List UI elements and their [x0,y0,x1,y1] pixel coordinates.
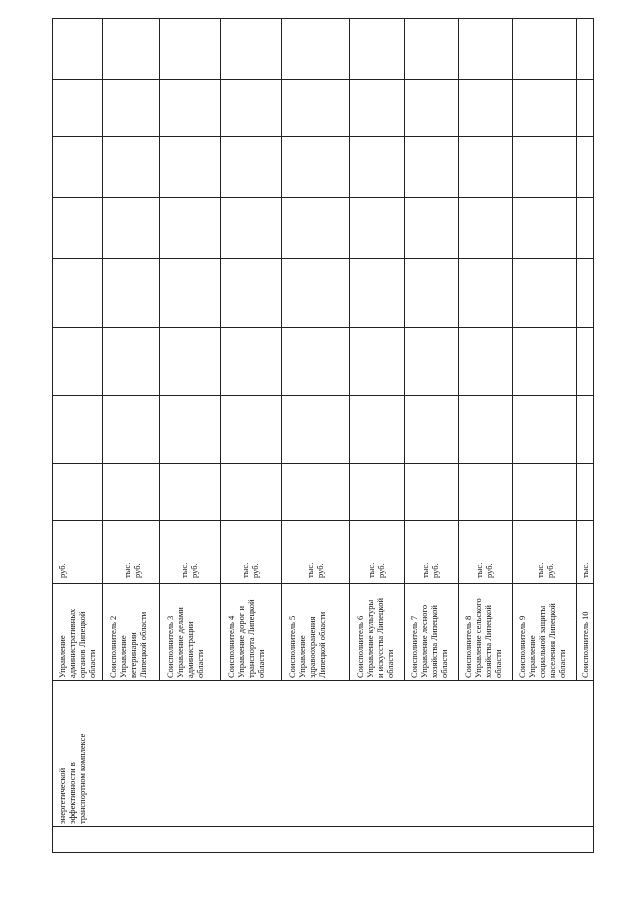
executor-name: Соисполнитель 3 Управление делами администрации области [165,607,205,678]
executor-name: Соисполнитель 6 Управление культуры и искусства Липецкой области [355,598,395,678]
executor-name-top-border [52,680,594,681]
unit-label: руб. [57,563,67,578]
unit-label: тыс. руб. [474,562,494,578]
executor-name: Соисполнитель 4 Управление дорог и транспорта Липецкой области [226,599,266,678]
unit-label: тыс. [580,562,590,578]
unit-label: тыс. руб. [305,562,325,578]
table-right-border [593,18,594,853]
executor-row-divider [159,18,160,680]
unit-label: тыс. руб. [179,562,199,578]
program-column-divider [102,18,103,680]
unit-label: тыс. руб. [240,562,260,578]
executor-name: Соисполнитель 5 Управление здравоохранения Липецкой области [287,611,327,678]
unit-label: тыс. руб. [535,562,555,578]
executor-row-divider [220,18,221,680]
program-title: энергетической эффективности в транспортном комплексе [57,733,87,824]
executor-row-divider [281,18,282,680]
executor-row-divider [576,18,577,680]
unit-label: тыс. руб. [420,562,440,578]
executor-name: Соисполнитель 7 Управление лесного хозяйства Липецкой области [409,604,449,678]
program-title-bottom-border [52,826,594,827]
executor-name: Соисполнитель 10 [580,611,590,678]
unit-label: тыс. руб. [366,562,386,578]
table-left-border [52,18,53,853]
executor-name: Управление административных органов Липецкой области [57,608,97,678]
executor-row-divider [512,18,513,680]
executor-name: Соисполнитель 9 Управление социальной защиты населения Липецкой области [517,603,567,678]
table-bottom-border [52,852,594,853]
executor-row-divider [349,18,350,680]
executor-name: Соисполнитель 2 Управление ветеринарии Липецкой области [108,611,148,678]
executor-name: Соисполнитель 8 Управление сельского хозяйства Липецкой области [463,598,503,678]
unit-label: тыс. руб. [122,562,142,578]
executor-row-divider [458,18,459,680]
executor-row-divider [404,18,405,680]
